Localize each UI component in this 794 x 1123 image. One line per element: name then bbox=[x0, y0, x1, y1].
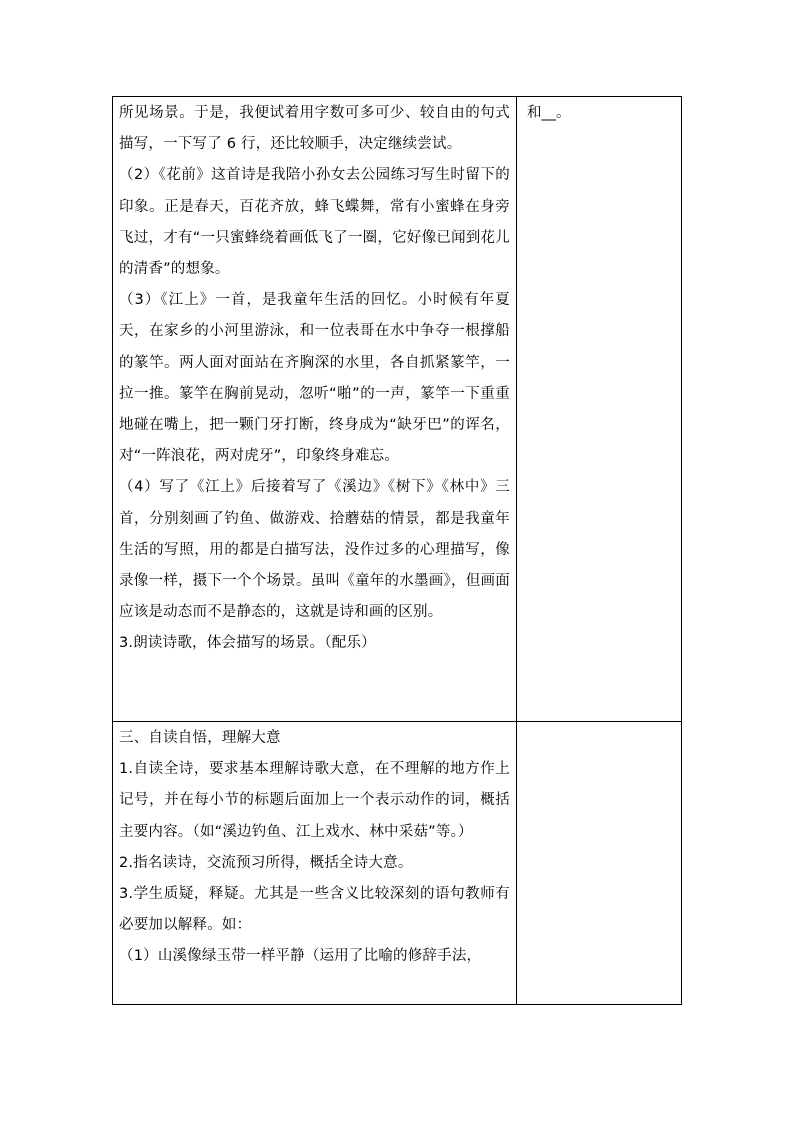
notes-cell bbox=[517, 722, 682, 1005]
paragraph: （1）山溪像绿玉带一样平静（运用了比喻的修辞手法， bbox=[119, 948, 482, 965]
paragraph: 所见场景。于是，我便试着用字数可多可少、较自由的句式描写，一下写了 6 行，还比较顺手，决定继续尝试。 bbox=[119, 105, 510, 153]
paragraph: 3.学生质疑，释疑。尤其是一些含义比较深刻的语句教师有必要加以解释。如： bbox=[119, 886, 510, 934]
table-row bbox=[113, 722, 682, 1005]
paragraph: （2）《花前》这首诗是我陪小孙女去公园练习写生时留下的印象。正是春天，百花齐放，蜂飞蝶舞，常有小蜜蜂在身旁飞过，才有“一只蜜蜂绕着画低飞了一圈，它好像已闻到花儿的清香”的想象。 bbox=[119, 167, 510, 278]
paragraph: 3.朗读诗歌，体会描写的场景。（配乐） bbox=[119, 635, 376, 652]
side-note: 和__。 bbox=[527, 105, 571, 121]
paragraph: 2.指名读诗，交流预习所得，概括全诗大意。 bbox=[119, 854, 413, 871]
lesson-plan-table bbox=[112, 96, 682, 1005]
paragraph: （3）《江上》一首，是我童年生活的回忆。小时候有年夏天，在家乡的小河里游泳，和一位表哥在水中争夺一根撑船的篆竿。两人面对面站在齐胸深的水里，各自抓紧篆竿，一拉一推。篆竿在胸前晃动，忽听“啪”的一声，篆竿一下重重地碰在嘴上，把一颗门牙打断，终身成为“缺牙巴”的诨名，对“一阵浪花，两对虎牙”，印象终身难忘。 bbox=[119, 292, 510, 465]
content-cell bbox=[113, 722, 517, 1005]
content-cell bbox=[113, 97, 517, 722]
notes-cell bbox=[517, 97, 682, 722]
paragraph: （4）写了《江上》后接着写了《溪边》《树下》《林中》三首，分别刻画了钓鱼、做游戏、拾蘑菇的情景，都是我童年生活的写照，用的都是白描写法，没作过多的心理描写，像录像一样，摄下一个个场景。虽叫《童年的水墨画》，但画面应该是动态而不是静态的，这就是诗和画的区别。 bbox=[119, 479, 510, 621]
paragraph: 1.自读全诗，要求基本理解诗歌大意，在不理解的地方作上记号，并在每小节的标题后面加上一个表示动作的词，概括主要内容。（如“溪边钓鱼、江上戏水、林中采菇”等。） bbox=[119, 761, 510, 840]
table-row bbox=[113, 97, 682, 722]
section-heading: 三、自读自悟，理解大意 bbox=[119, 730, 281, 746]
